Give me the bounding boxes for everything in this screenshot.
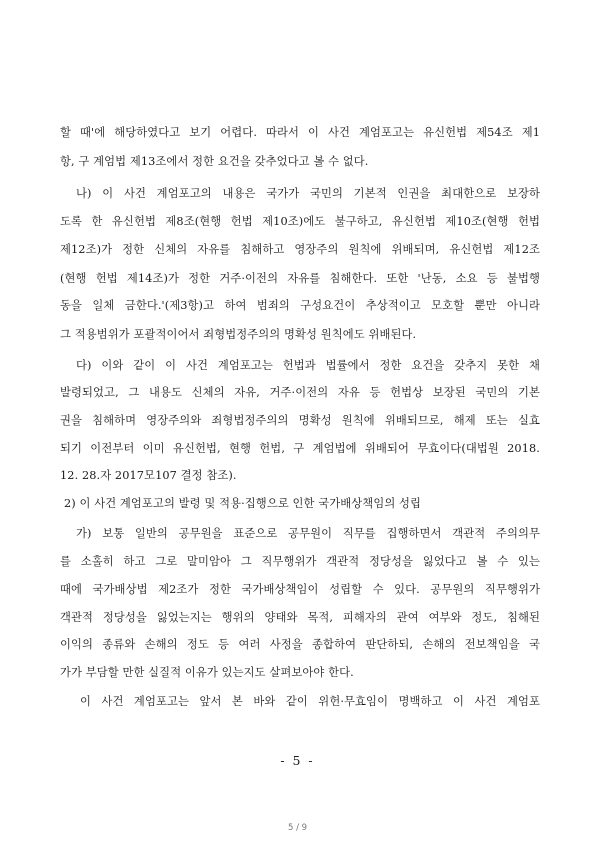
page-footer: 5 / 9 bbox=[287, 823, 308, 833]
body-line: 동을 일체 금한다.'(제3항)고 하여 범죄의 구성요건이 추상적이고 모호할 뿐만 아니라 bbox=[60, 299, 540, 312]
body-line: 할 때'에 해당하였다고 보기 어렵다. 따라서 이 사건 계엄포고는 유신헌법 제54조 제1 bbox=[60, 126, 540, 139]
body-line: 객관적 정당성을 잃었는지는 행위의 양태와 목적, 피해자의 관여 여부와 정도, 침해된 bbox=[60, 611, 540, 624]
body-line: 때에 국가배상법 제2조가 정한 국가배상책임이 성립할 수 있다. 공무원의 직무행위가 bbox=[60, 583, 540, 596]
body-line: 제12조)가 정한 신체의 자유를 침해하고 영장주의 원칙에 위배되며, 유신헌법 제12조 bbox=[60, 243, 540, 256]
section-heading: 2) 이 사건 계엄포고의 발령 및 적용·집행으로 인한 국가배상책임의 성립 bbox=[64, 497, 422, 510]
body-line: 가가 부담할 만한 실질적 이유가 있는지도 살펴보아야 한다. bbox=[60, 666, 354, 679]
page-number: - 5 - bbox=[280, 753, 315, 768]
body-line: 를 소홀히 하고 그로 말미암아 그 직무행위가 객관적 정당성을 잃었다고 볼 수 있는 bbox=[60, 555, 540, 568]
body-line: 이 사건 계엄포고는 앞서 본 바와 같이 위헌·무효임이 명백하고 이 사건 계엄포 bbox=[80, 695, 540, 708]
body-line: 이익의 종류와 손해의 정도 등 여러 사정을 종합하여 판단하되, 손해의 전보책임을 국 bbox=[60, 638, 540, 651]
body-line: 나) 이 사건 계엄포고의 내용은 국가가 국민의 기본적 인권을 최대한으로 보장하 bbox=[76, 187, 540, 200]
body-line: 12. 28.자 2017모107 결정 참조). bbox=[60, 469, 237, 482]
body-line: 권을 침해하며 영장주의와 죄형법정주의의 명확성 원칙에 위배되므로, 해제 또는 실효 bbox=[60, 414, 540, 427]
body-line: 그 적용범위가 포괄적이어서 죄형법정주의의 명확성 원칙에도 위배된다. bbox=[60, 328, 417, 341]
body-line: 다) 이와 같이 이 사건 계엄포고는 헌법과 법률에서 정한 요건을 갖추지 못한 채 bbox=[76, 359, 540, 372]
body-line: 가) 보통 일반의 공무원을 표준으로 공무원이 직무를 집행하면서 객관적 주의의무 bbox=[76, 527, 540, 540]
body-line: 도록 한 유신헌법 제8조(현행 헌법 제10조)에도 불구하고, 유신헌법 제10조(현행 헌법 bbox=[60, 215, 540, 228]
body-line: 항, 구 계엄법 제13조에서 정한 요건을 갖추었다고 볼 수 없다. bbox=[60, 155, 369, 168]
body-line: (현행 헌법 제14조)가 정한 거주·이전의 자유를 침해한다. 또한 '난동, 소요 등 불법행 bbox=[60, 272, 540, 285]
body-line: 되기 이전부터 이미 유신헌법, 현행 헌법, 구 계엄법에 위배되어 무효이다(대법원 2018. bbox=[60, 442, 540, 455]
body-line: 발령되었고, 그 내용도 신체의 자유, 거주·이전의 자유 등 헌법상 보장된 국민의 기본 bbox=[60, 386, 540, 399]
